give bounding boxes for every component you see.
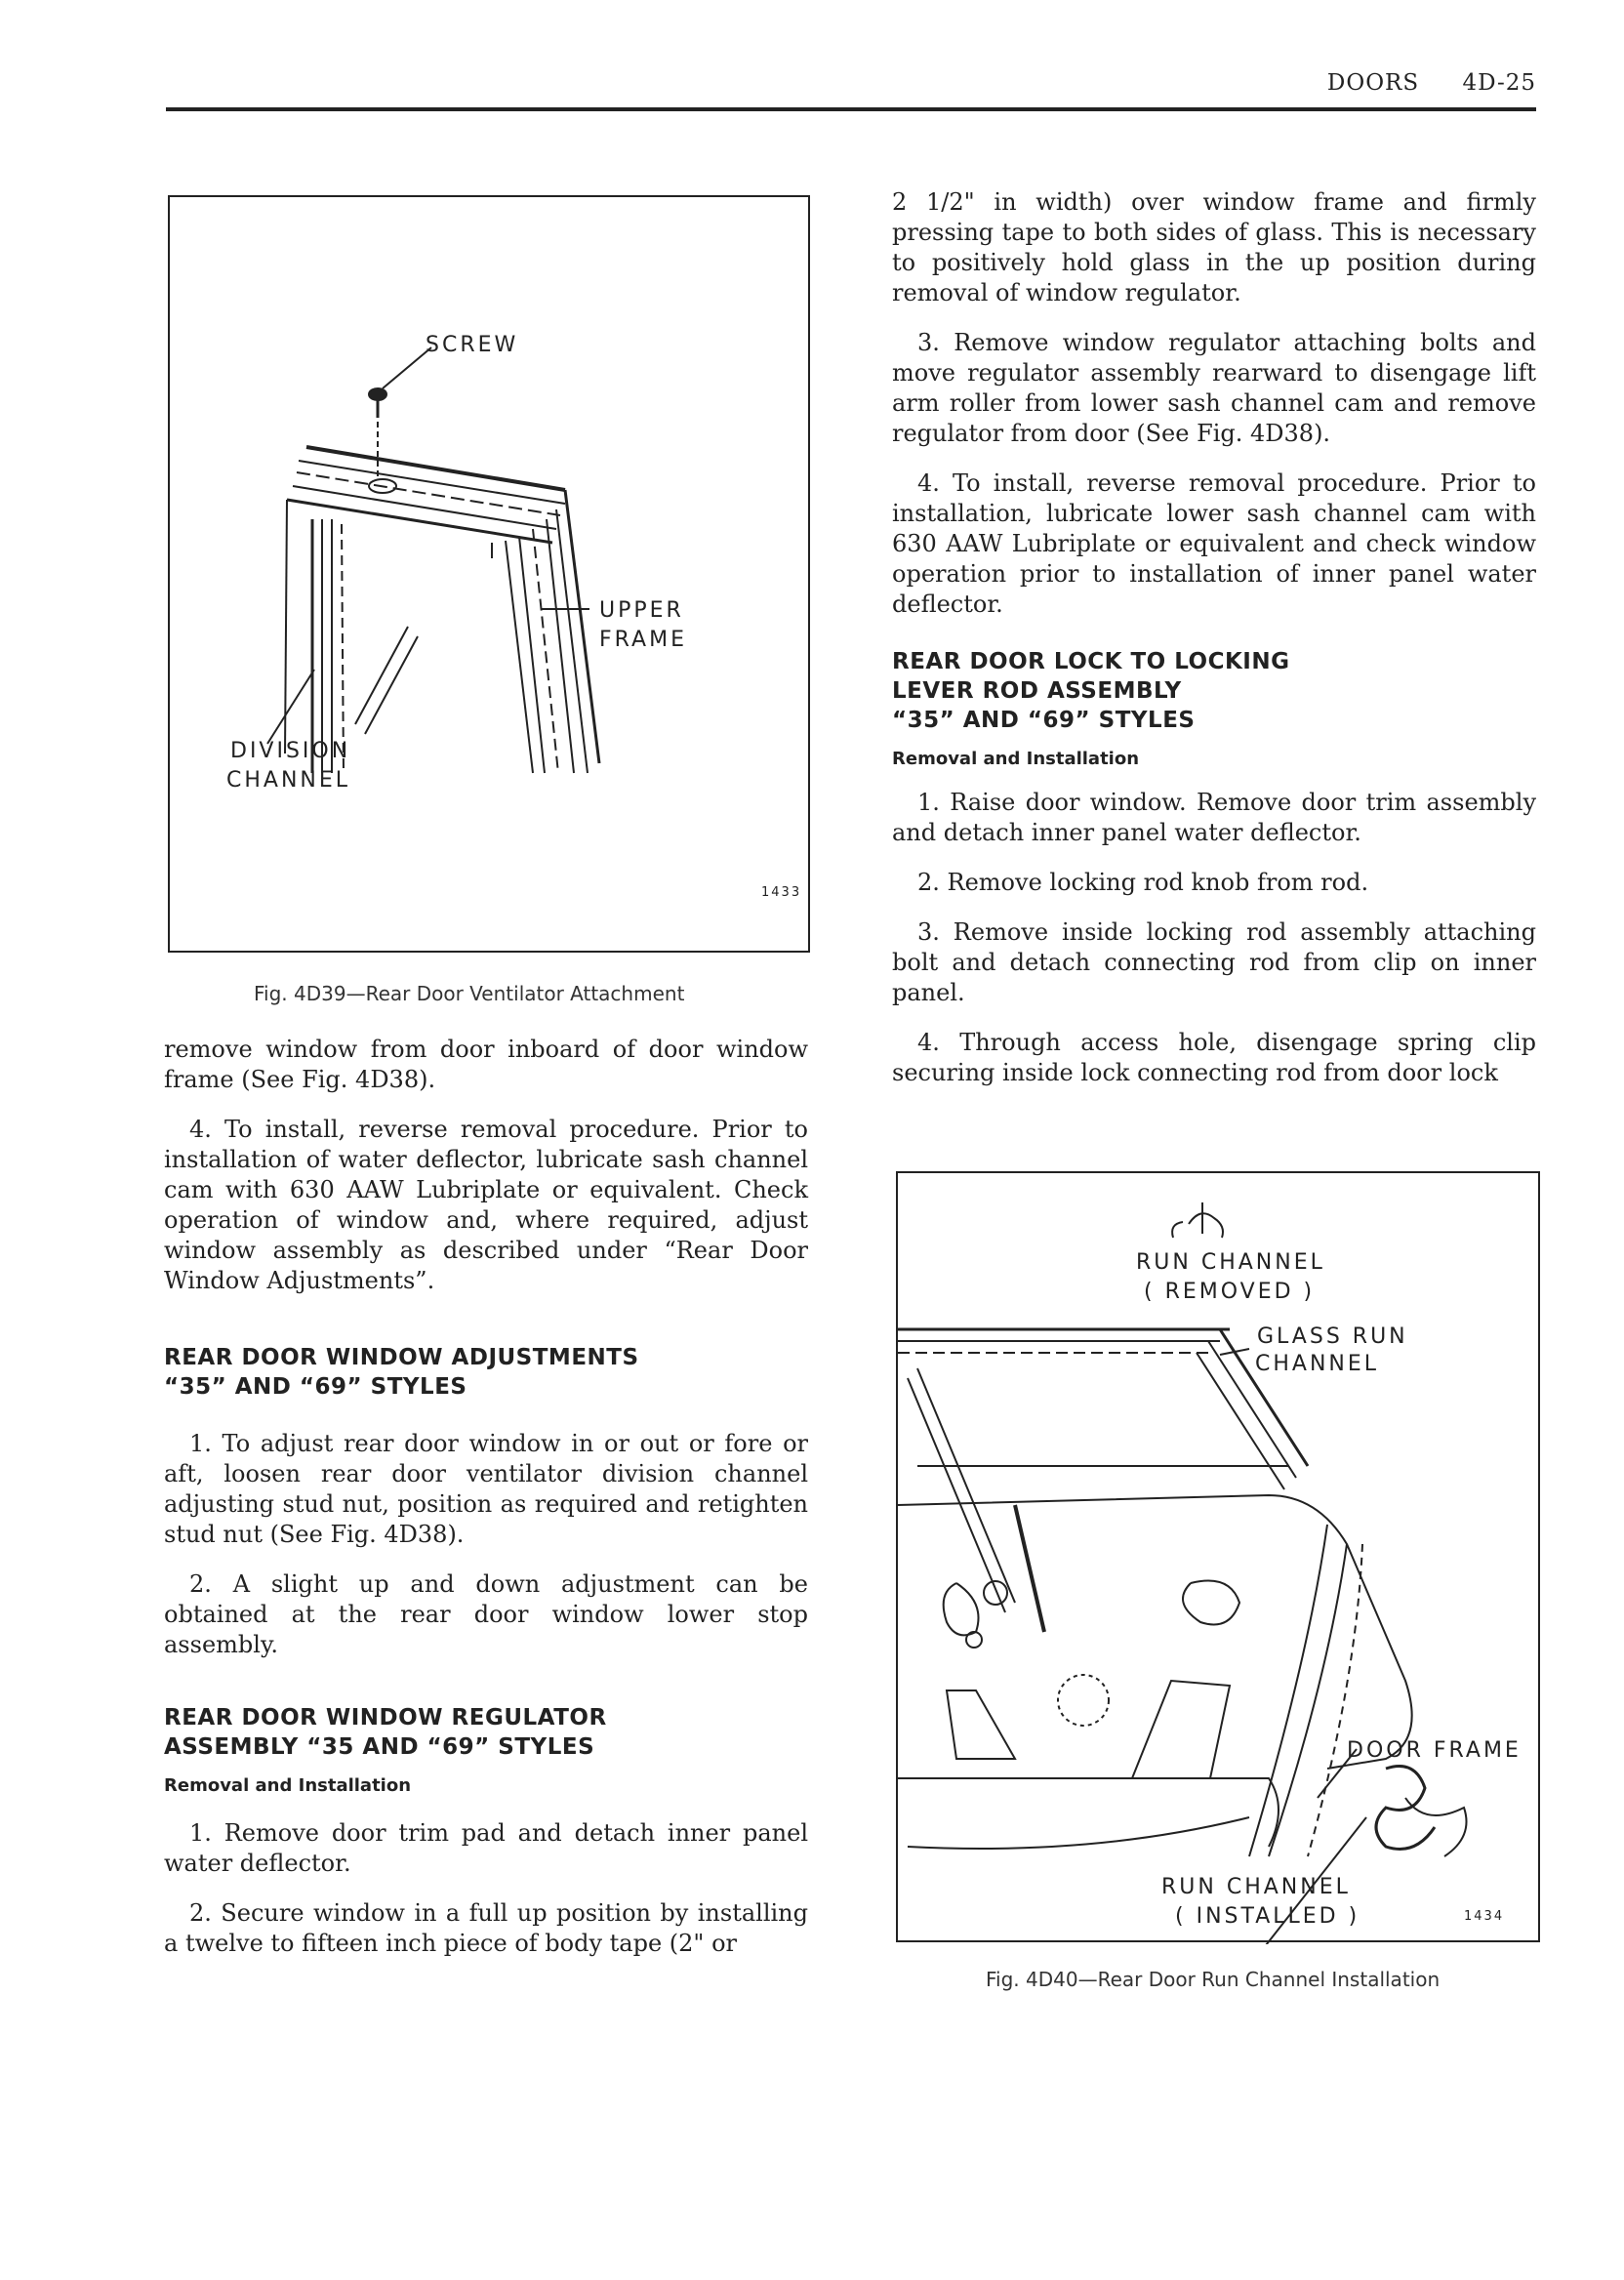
- paragraph: 2. Remove locking rod knob from rod.: [917, 869, 1369, 896]
- label-glass-run: GLASS RUN: [1257, 1324, 1408, 1349]
- paragraph: 4. To install, reverse removal procedure. Prior to installation of water deflector, lubricate sash channel cam with 630 AAW Lubriplate or equivalent. Check operation of window and, where required, adjust window assembly as described under “Rear Door Window Adjustments”.: [164, 1116, 808, 1294]
- heading: “35” AND “69” STYLES: [892, 708, 1196, 733]
- label-frame: FRAME: [599, 628, 687, 652]
- left-column: [164, 1035, 808, 1959]
- page-number: 4D-25: [1462, 70, 1536, 96]
- heading: REAR DOOR LOCK TO LOCKING: [892, 649, 1290, 674]
- heading: “35” AND “69” STYLES: [164, 1374, 467, 1400]
- figure-4d39: [168, 195, 810, 953]
- ventilator-attachment-drawing: [170, 197, 812, 955]
- label-run-channel-installed: RUN CHANNEL: [1161, 1875, 1351, 1899]
- running-head: [1327, 70, 1536, 96]
- figure-caption: Fig. 4D39—Rear Door Ventilator Attachment: [254, 982, 685, 1005]
- paragraph: 2. Secure window in a full up position by installing a twelve to fifteen inch piece of body tape (2" or: [164, 1899, 808, 1957]
- label-door-frame: DOOR FRAME: [1347, 1738, 1522, 1763]
- heading: LEVER ROD ASSEMBLY: [892, 678, 1182, 704]
- paragraph: 4. Through access hole, disengage spring clip securing inside lock connecting rod from door lock: [892, 1029, 1536, 1086]
- paragraph: 1. Remove door trim pad and detach inner panel water deflector.: [164, 1819, 808, 1877]
- header-rule: [166, 107, 1536, 111]
- subheading: Removal and Installation: [892, 749, 1140, 769]
- label-screw: SCREW: [426, 333, 519, 357]
- label-removed: ( REMOVED ): [1144, 1280, 1316, 1304]
- paragraph: 2. A slight up and down adjustment can be obtained at the rear door window lower stop assembly.: [164, 1570, 808, 1658]
- heading: ASSEMBLY “35 AND “69” STYLES: [164, 1734, 595, 1760]
- paragraph: 1. To adjust rear door window in or out or fore or aft, loosen rear door ventilator division channel adjusting stud nut, position as required and retighten stud nut (See Fig. 4D38).: [164, 1430, 808, 1548]
- label-installed: ( INSTALLED ): [1175, 1904, 1360, 1929]
- label-glass-channel: CHANNEL: [1255, 1352, 1380, 1376]
- heading: REAR DOOR WINDOW ADJUSTMENTS: [164, 1345, 639, 1370]
- paragraph: remove window from door inboard of door window frame (See Fig. 4D38).: [164, 1036, 808, 1093]
- right-column: [892, 187, 1536, 1088]
- paragraph: 1. Raise door window. Remove door trim assembly and detach inner panel water deflector.: [892, 789, 1536, 846]
- label-run-channel: RUN CHANNEL: [1136, 1250, 1325, 1275]
- heading: REAR DOOR WINDOW REGULATOR: [164, 1705, 607, 1730]
- paragraph: 4. To install, reverse removal procedure. Prior to installation, lubricate lower sash channel cam with 630 AAW Lubriplate or equivalent and check window operation prior to installation of inner panel water deflector.: [892, 469, 1536, 618]
- paragraph: 2 1/2" in width) over window frame and firmly pressing tape to both sides of glass. This is necessary to positively hold glass in the up position during removal of window regulator.: [892, 188, 1536, 306]
- label-channel: CHANNEL: [226, 768, 351, 793]
- paragraph: 3. Remove inside locking rod assembly attaching bolt and detach connecting rod from clip on inner panel.: [892, 918, 1536, 1006]
- figure-4d40: [896, 1171, 1540, 1942]
- figure-caption: Fig. 4D40—Rear Door Run Channel Installation: [986, 1968, 1441, 1991]
- section-title: DOORS: [1326, 70, 1420, 96]
- paragraph: 3. Remove window regulator attaching bolts and move regulator assembly rearward to disengage lift arm roller from lower sash channel cam and remove regulator from door (See Fig. 4D38).: [892, 329, 1536, 447]
- subheading: Removal and Installation: [164, 1775, 412, 1796]
- figure-number: 1434: [1464, 1909, 1505, 1924]
- label-division: DIVISION: [230, 739, 351, 763]
- label-upper: UPPER: [599, 598, 684, 623]
- figure-number: 1433: [761, 885, 802, 900]
